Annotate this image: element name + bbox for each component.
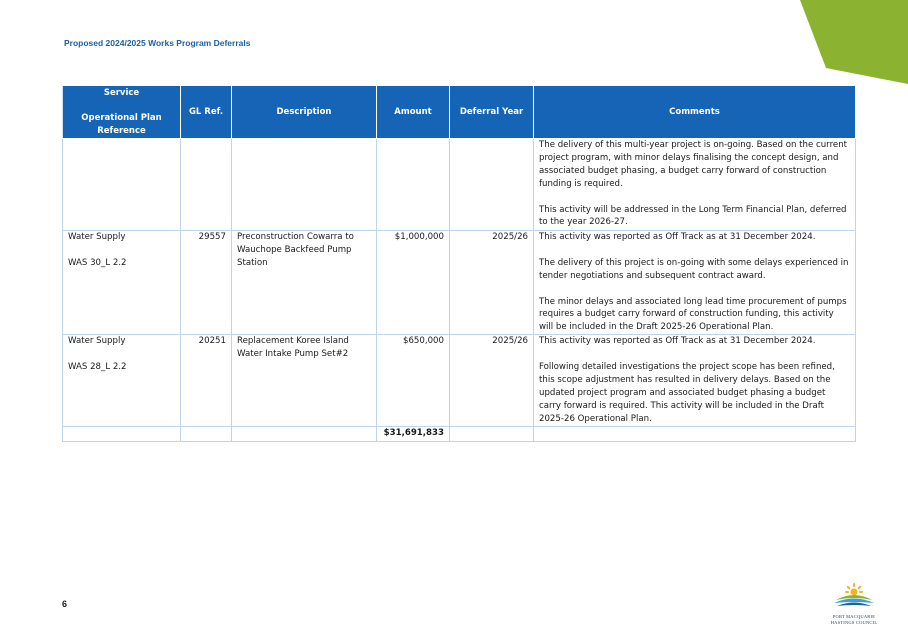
cell-description: [232, 139, 377, 231]
operational-plan-reference: WAS 30_L 2.2: [68, 257, 127, 268]
comment-paragraph: This activity will be addressed in the Long Term Financial Plan, deferred to the year 2026-27.: [539, 204, 847, 228]
col-header-reference-label: Operational Plan Reference: [81, 113, 162, 136]
comment-paragraph: The delivery of this multi-year project is on-going. Based on the current project program, with minor delays finalising the concept design, and associated budget phasing, a budget carry forward of construction funding is required.: [539, 140, 848, 189]
cell-gl-ref: 29557: [181, 231, 232, 335]
service-name: Water Supply: [68, 336, 126, 347]
col-header-amount: Amount: [377, 86, 450, 139]
col-header-gl-ref: GL Ref.: [181, 86, 232, 139]
cell-comments: [534, 139, 856, 231]
cell-gl-ref: [181, 139, 232, 231]
cell-deferral-year: [450, 139, 534, 231]
cell-empty: [63, 426, 181, 441]
page-number: 6: [62, 599, 68, 609]
cell-comments: [534, 231, 856, 335]
col-header-comments: Comments: [534, 86, 856, 139]
table-row: [63, 139, 856, 231]
cell-description: Replacement Koree Island Water Intake Pump Set#2: [232, 335, 377, 426]
cell-service: [63, 231, 181, 335]
cell-deferral-year: 2025/26: [450, 335, 534, 426]
service-name: Water Supply: [68, 232, 126, 242]
document-title: Proposed 2024/2025 Works Program Deferrals: [64, 38, 251, 48]
council-logo: [828, 582, 880, 625]
col-header-description: Description: [232, 86, 377, 139]
cell-gl-ref: 20251: [181, 335, 232, 426]
comment-paragraph: The minor delays and associated long lead time procurement of pumps requires a budget carry forward of construction funding, this activity will be included in the Draft 2025-26 Operational Plan.: [539, 296, 847, 333]
cell-service: [63, 139, 181, 231]
cell-amount: [377, 139, 450, 231]
col-header-service: [63, 86, 181, 139]
comment-paragraph: The delivery of this project is on-going with some delays experienced in tender negotiations and subsequent contract award.: [539, 257, 849, 281]
comment-paragraph: This activity was reported as Off Track as at 31 December 2024.: [539, 232, 816, 242]
cell-service: [63, 335, 181, 426]
table-row: [63, 231, 856, 335]
operational-plan-reference: WAS 28_L 2.2: [68, 362, 127, 373]
table-row: [63, 335, 856, 426]
col-header-service-label: Service: [103, 87, 140, 98]
table-header-row: [63, 86, 856, 139]
cell-comments: [534, 335, 856, 426]
total-row: [63, 426, 856, 441]
cell-amount: $650,000: [377, 335, 450, 426]
comment-paragraph: Following detailed investigations the project scope has been refined, this scope adjustment has resulted in delivery delays. Based on the updated project program and associated budget phasing a budget carry forward is required. This activity will be included in the Draft 2025-26 Operational Plan.: [539, 362, 835, 424]
council-logo-icon: [828, 582, 880, 610]
deferrals-table: [62, 85, 856, 442]
logo-text-line1: PORT MACQUARIE: [832, 614, 876, 619]
corner-green-shape: [798, 0, 908, 86]
cell-description: Preconstruction Cowarra to Wauchope Backfeed Pump Station: [232, 231, 377, 335]
cell-empty: [232, 426, 377, 441]
cell-empty: [534, 426, 856, 441]
total-amount: $31,691,833: [377, 426, 450, 441]
cell-deferral-year: 2025/26: [450, 231, 534, 335]
cell-amount: $1,000,000: [377, 231, 450, 335]
cell-empty: [450, 426, 534, 441]
col-header-deferral-year: Deferral Year: [450, 86, 534, 139]
comment-paragraph: This activity was reported as Off Track as at 31 December 2024.: [539, 336, 816, 347]
cell-empty: [181, 426, 232, 441]
logo-text-line2: HASTINGS COUNCIL: [830, 619, 878, 625]
